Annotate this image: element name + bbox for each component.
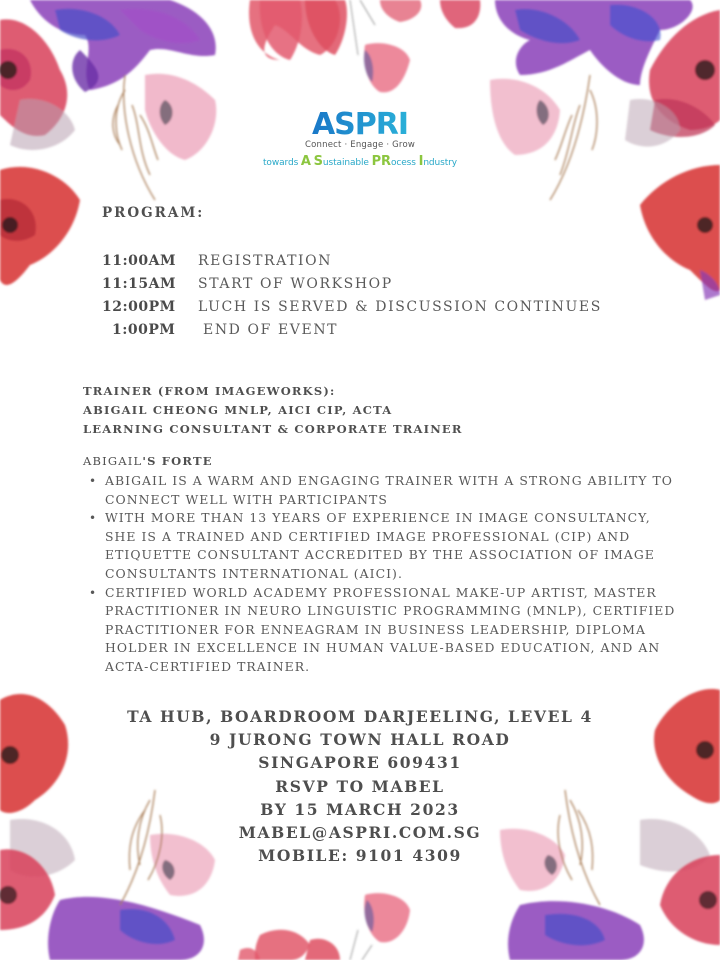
- venue-address-line: TA HUB, BOARDROOM DARJEELING, LEVEL 4: [127, 707, 593, 726]
- logo-sub-i: I: [418, 154, 424, 169]
- bullet-icon: •: [89, 585, 98, 600]
- forte-heading: [83, 454, 213, 468]
- program-heading: PROGRAM:: [102, 205, 205, 221]
- logo-sub-ustainable: ustainable: [322, 158, 372, 168]
- forte-item-text: CERTIFIED WORLD ACADEMY PROFESSIONAL MAKE-UP ARTIST, MASTER PRACTITIONER IN NEURO LINGUISTIC PROGRAMMING (MNLP), CERTIFIED PRACTITIONER FOR ENNEAGRAM IN BUSINESS LEADERSHIP, DIPLOMA HOLDER IN EXCELLENCE IN HUMAN VALUE-BASED EDUCATION, AND AN ACTA-CERTIFIED TRAINER.: [105, 584, 676, 674]
- schedule-time: 11:15AM: [102, 275, 176, 292]
- bullet-icon: •: [89, 511, 98, 526]
- forte-item: [87, 584, 687, 677]
- aspri-wordmark-icon: [304, 108, 416, 138]
- svg-text:ASPRI: ASPRI: [311, 108, 409, 138]
- top-left-flowers-icon: [0, 0, 216, 285]
- venue-postal: SINGAPORE 609431: [258, 753, 462, 773]
- venue-rsvp-block: [0, 705, 720, 867]
- bullet-icon: •: [89, 474, 98, 488]
- logo-tagline: Connect · Engage · Grow: [305, 140, 415, 150]
- logo-sub-prefix: towards: [263, 158, 301, 168]
- rsvp-mobile: MOBILE: 9101 4309: [258, 846, 462, 866]
- schedule-time: 12:00PM: [102, 298, 176, 315]
- trainer-role: LEARNING CONSULTANT & CORPORATE TRAINER: [83, 422, 463, 436]
- forte-item: [87, 472, 687, 509]
- rsvp-email: MABEL@ASPRI.COM.SG: [238, 823, 482, 843]
- schedule-event: REGISTRATION: [198, 252, 333, 269]
- aspri-logo: [232, 108, 488, 169]
- schedule-time: 1:00PM: [112, 321, 176, 338]
- schedule-event: LUCH IS SERVED & DISCUSSION CONTINUES: [198, 298, 602, 315]
- program-schedule: [102, 249, 602, 341]
- schedule-row: [102, 318, 602, 341]
- logo-sub-ndustry: ndustry: [423, 158, 457, 168]
- trainer-name: ABIGAIL CHEONG MNLP, AICI CIP, ACTA: [83, 403, 393, 417]
- logo-sub-ocess: ocess: [390, 158, 419, 168]
- rsvp-contact: RSVP TO MABEL: [275, 776, 445, 796]
- top-center-flowers-icon: [249, 0, 480, 92]
- forte-item-text: ABIGAIL IS A WARM AND ENGAGING TRAINER WITH A STRONG ABILITY TO CONNECT WELL WITH PARTICIPANTS: [105, 473, 674, 507]
- schedule-event: START OF WORKSHOP: [198, 275, 393, 292]
- logo-sub-pr: PR: [371, 154, 391, 169]
- schedule-row: [102, 272, 602, 295]
- forte-list: [87, 472, 687, 677]
- logo-subtitle: [232, 154, 488, 169]
- rsvp-deadline: BY 15 MARCH 2023: [260, 799, 460, 819]
- trainer-info: [83, 382, 463, 439]
- logo-sub-a: A: [300, 154, 311, 169]
- trainer-heading: TRAINER (FROM IMAGEWORKS):: [83, 384, 336, 398]
- logo-sub-s: S: [313, 154, 323, 169]
- bottom-center-flowers-icon: [238, 893, 410, 960]
- forte-heading-name: ABIGAIL: [83, 454, 143, 468]
- schedule-time: 11:00AM: [102, 252, 176, 269]
- schedule-row: [102, 295, 602, 318]
- schedule-row: [102, 249, 602, 272]
- schedule-event: END OF EVENT: [203, 321, 339, 338]
- forte-item: [87, 509, 687, 583]
- forte-heading-suffix: 'S FORTE: [142, 454, 213, 468]
- forte-item-text: WITH MORE THAN 13 YEARS OF EXPERIENCE IN IMAGE CONSULTANCY, SHE IS A TRAINED AND CERTIFIED IMAGE PROFESSIONAL (CIP) AND ETIQUETTE CONSULTANT ACCREDITED BY THE ASSOCIATION OF IMAGE CONSULTANTS INTERNATIONAL (AICI).: [105, 510, 655, 581]
- venue-street: 9 JURONG TOWN HALL ROAD: [209, 730, 511, 750]
